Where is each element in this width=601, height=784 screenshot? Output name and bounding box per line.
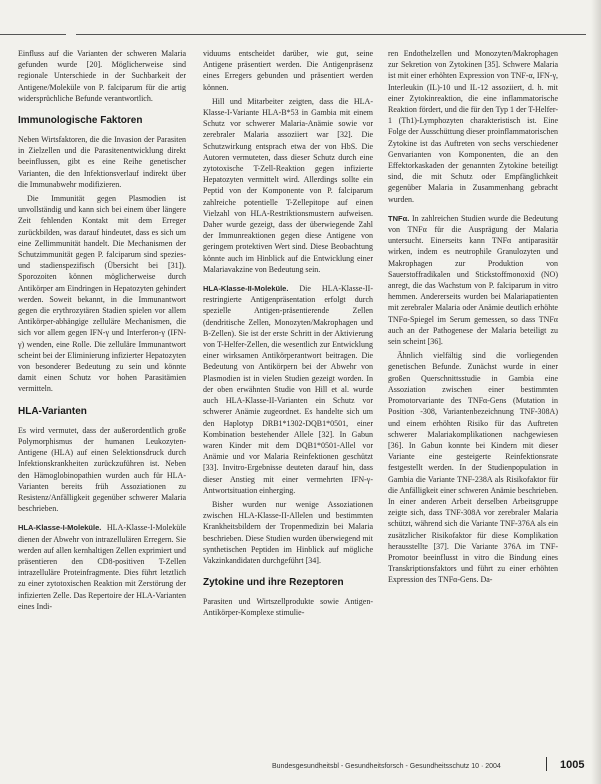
- journal-footer: Bundesgesundheitsbl - Gesundheitsforsch - Gesundheitsschutz 10 · 2004: [272, 763, 501, 770]
- paragraph: Hill und Mitarbeiter zeigten, dass die HLA-Klasse-I-Variante HLA-B*53 in Gambia mit einem Schutz vor schwerer Malaria-Anämie sowie vor zerebraler Malaria assoziiert war [32]. Die Schutzwirkung entsprach etwa der von HbS. Die Autoren vermuteten, dass dieser Schutz durch eine zytotoxische T-Zell-Reaktion gegen infizierte Hepatozyten vermittelt wird. Allerdings sollte ein Peptid von der Komponente von P. falciparum zahlreiche potentielle T-Zellepitope auf einen Vielzahl von HLA-Restriktionsmustern aufweisen. Daher wurde gezeigt, dass der überwiegende Zahl der Immunreaktionen gegen diese Antigene von geringem protektiven Wert sind. Diese Beobachtung könnte auch im Hinblick auf die Entwicklung einer Malariavakzine von Bedeutung sein.: [203, 96, 373, 274]
- paragraph-text: Die HLA-Klasse-II-restringierte Antigenpräsentation erfolgt durch spezielle Antigen-präsentierende Zellen (dendritische Zellen, Monozyten/Makrophagen und B-Zellen). Sie ist der erste Schritt in der Aktivierung von T-Helfer-Zellen, die wesentlich zur Entwicklung einer wirksamen Antikörperantwort beitragen. Die Bedeutung von Antikörpern bei der Abwehr von Plasmodien ist in vielen Studien gezeigt worden. In der oben erwähnten Studie von Hill et al. wurde auch HLA-Klasse-II-Varianten ein Schutz vor schwerer Anämie zugeordnet. Es handelte sich um den Haplotyp DRB1*1302-DQB1*0501, einer Kombination bestehender Allele [32]. In Gabun waren Kinder mit dem DQB1*0501-Allel vor Anämie und vor Malaria Reinfektionen geschützt [33]. Invitro-Ergebnisse deuteten darauf hin, dass dieser Anstieg mit einer vermehrten IFN-γ-Antwortsituation einherging.: [203, 284, 373, 495]
- section-heading-zytokine: Zytokine und ihre Rezeptoren: [203, 577, 344, 589]
- paragraph: Bisher wurden nur wenige Assoziationen zwischen HLA-Klasse-II-Allelen und bestimmten Krankheitsbildern der Tropenmedizin bei Malaria beschrieben. Diese Studien wurden überwiegend mit synthetischen Peptiden im Hinblick auf mögliche Vakzinkandidaten durchgeführt [34].: [203, 499, 373, 565]
- paragraph: Die Immunität gegen Plasmodien ist unvollständig und kann sich bei einem über längere Zeit fehlenden Kontakt mit dem Erreger zurückbilden, was darauf hindeutet, dass es sich um eine Zellimmunität handelt. Die Mechanismen der Schutzimmunität gegen P. falciparum sind spezies- und stadienspezifisch (Übersicht bei [31]). Sporozoiten können möglicherweise durch Antikörper am Eindringen in Hepatozyten gehindert werden. Soweit bekannt, in die Immunantwort gegen die erythrozytären Stadien spielen vor allem Antikörper-abhängige zelluläre Mechanismen, die sich vor allem gegen IFN-γ und Interferon-γ (IFN-γ) wenden, eine Rolle. Die zelluläre Immunantwort scheint bei der Eliminierung infizierter Hepatozyten von besonderer Bedeutung zu sein und könnte damit einen Schutz vor hohen Parasitämien vermitteln.: [18, 194, 186, 394]
- column-3: [388, 48, 558, 754]
- run-in-heading: TNFα.: [388, 213, 410, 223]
- paragraph: Es wird vermutet, dass der außerordentlich große Polymorphismus der humanen Leukozyten-Antigene (HLA) auf einen Selektionsdruck durch Infektionskrankheiten zurückzuführen ist. Neben den Hämoglobinopathien wurden auch für HLA-Varianten bereits früh Assoziationen zu Resistenz/Anfälligkeit gegenüber schwerer Malaria beschrieben.: [18, 425, 186, 514]
- paragraph-hla-klasse-ii: [203, 283, 373, 496]
- paragraph-text: In zahlreichen Studien wurde die Bedeutung von TNFα für die Ausprägung der Malaria untersucht. Einerseits kann TNFα antiparasitär wirken, indem es neutrophile Granulozyten und Makrophagen zur Produktion von Sauerstoffradikalen und Stickstoffmonoxid (NO) anregt, die das Wachstum von P. falciparum in vitro hemmen. Andererseits wurden bei Malariapatienten mit zerebraler Malaria oder Anämie deutlich erhöhte TNFα-Spiegel im Serum gemessen, so dass TNFα auch an der Pathogenese der Malaria beteiligt zu sein scheint [36].: [388, 213, 558, 347]
- paragraph-hla-klasse-i: [18, 522, 186, 612]
- paragraph: Neben Wirtsfaktoren, die die Invasion der Parasiten in Zielzellen und die Parasitenentwicklung direkt beeinflussen, gibt es eine Reihe genetischer Varianten, die den Infektionsverlauf indirekt über die Immunabwehr modifizieren.: [18, 135, 186, 189]
- paragraph: Einfluss auf die Varianten der schweren Malaria gefunden wurde [20]. Möglicherweise sind regionale Unterschiede in der Suchbarkeit der Antigene/Moleküle von P. falciparum für die artig widersprüchliche Befunde verantwortlich.: [18, 49, 186, 103]
- paragraph-tnf-alpha: [388, 213, 558, 347]
- run-in-heading: HLA-Klasse-II-Moleküle.: [203, 284, 289, 294]
- column-2: [203, 48, 373, 754]
- header-rule-right: [76, 34, 586, 35]
- column-1: [18, 48, 186, 754]
- header-rule-left: [0, 34, 66, 35]
- paragraph: Ähnlich vielfältig sind die vorliegenden genetischen Befunde. Zunächst wurde in einer großen Querschnittsstudie in Gambia eine Assoziation zwischen einer bestimmten Promotorvariante des TNFα-Gens (Mutation in Position -308, Variantenbezeichnung TNF-308A) und einem erhöhten Risiko für das Auftreten schwerer Malariakomplikationen nachgewiesen [36]. In Gabun konnte bei Kindern mit dieser Variante eine gesteigerte Reinfektionsrate festgestellt werden. In der Studienpopulation in Gambia die Variante TNF-238A als Risikofaktor für die Anfälligkeit einer schweren Anämie beschrieben. In einer anderen Arbeit derselben Arbeitsgruppe zeigte sich, dass TNF-308A vor zerebraler Malaria schützt, während sich die Variante TNF-376A als ein zusätzlicher Risikofaktor für diese Komplikation herausstellte [37]. Die Variante 376A im TNF-Promotor beeinflusst in vitro die Bindung eines Transkriptionsfaktors und führt zu einer erhöhten Expression des TNFα-Gens. Da-: [388, 351, 558, 585]
- footer-divider: [546, 757, 547, 771]
- section-heading-hla-varianten: HLA-Varianten: [18, 405, 87, 417]
- paragraph: viduums entscheidet darüber, wie gut, seine Antigene präsentiert werden. Die Antigenpräsenz eines Erregers gebunden und präsentiert werden können.: [203, 49, 373, 92]
- paragraph-text: HLA-Klasse-I-Moleküle dienen der Abwehr von intrazellulären Erregern. Sie werden auf allen kernhaltigen Zellen exprimiert und präsentieren den CD8-positiven T-Zellen intrazelluläre Proteinfragmente. Dies führt letztlich zu einer zytotoxischen Reaktion mit Zerstörung der infizierten Zelle. Das Repertoire der HLA-Varianten eines Indi-: [18, 523, 186, 611]
- section-heading-immunologische-faktoren: Immunologische Faktoren: [18, 115, 143, 127]
- paragraph: Parasiten und Wirtszellprodukte sowie Antigen-Antikörper-Komplexe stimulie-: [203, 597, 373, 618]
- run-in-heading: HLA-Klasse-I-Moleküle.: [18, 523, 102, 533]
- page-number: 1005: [560, 759, 585, 771]
- paragraph: ren Endothelzellen und Monozyten/Makrophagen zur Sekretion von Zytokinen [35]. Schwere Malaria ist mit einer erhöhten Expression von TNF-α, IFN-γ, Interleukin (IL)-10 und IL-12 assoziiert, d. h. mit einer Zytokinreaktion, die eine inflammatorische Reaktion fördert, und die für den Typ 1 der T-Helfer-1 (Th1)-Lymphozyten charakteristisch ist. Eine Folge der Ausschüttung dieser proinflammatorischen Zytokine ist das Auftreten von sechs verschiedener Genvarianten von Komponenten, die an den Effektorkaskaden der genannten Zytokine beteiligt sind, die mit Schutz oder Empfänglichkeit gegenüber Malaria in Zusammenhang gebracht wurden.: [388, 49, 558, 204]
- page-edge-shadow: [591, 0, 601, 784]
